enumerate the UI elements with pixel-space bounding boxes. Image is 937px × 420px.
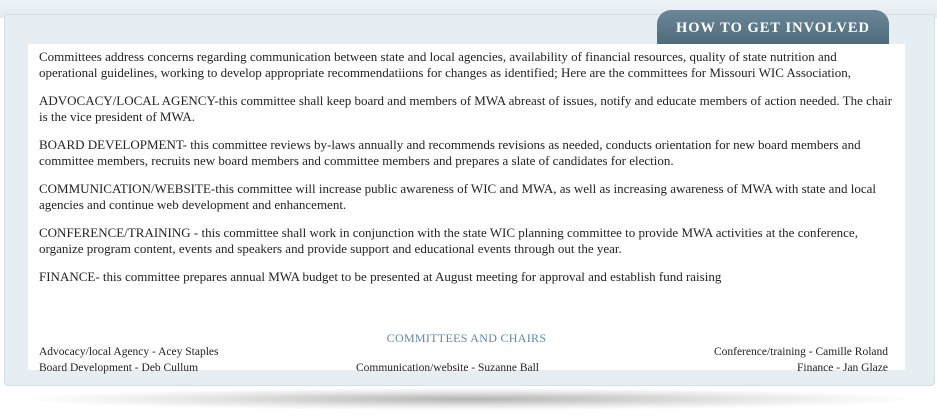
- chair-finance: Finance - Jan Glaze: [796, 362, 888, 374]
- committee-descriptions: [39, 49, 894, 297]
- committee-conference: CONFERENCE/TRAINING - this committee shall work in conjunction with the state WIC planning committee to provide MWA activities at the conference, organize program content, events and speakers and provide support and educational events through out the year.: [39, 225, 858, 256]
- committee-advocacy: ADVOCACY/LOCAL AGENCY-this committee shall keep board and members of MWA abreast of issues, notify and educate members of action needed. The chair is the vice president of MWA.: [39, 93, 893, 124]
- chair-communication: Communication/website - Suzanne Ball: [356, 362, 540, 374]
- committee-board-development: BOARD DEVELOPMENT- this committee reviews by-laws annually and recommends revisions as needed, conducts orientation for new board members and committee members, recruits new board members and committee members and prepares a slate of candidates for election.: [39, 137, 861, 168]
- committee-communication: COMMUNICATION/WEBSITE-this committee will increase public awareness of WIC and MWA, as well as increasing awareness of MWA with state and local agencies and continue web development and enhancement.: [39, 181, 876, 212]
- chair-advocacy: Advocacy/local Agency - Acey Staples: [39, 346, 219, 358]
- chair-board-development: Board Development - Deb Cullum: [39, 362, 199, 374]
- intro-paragraph: Committees address concerns regarding communication between state and local agencies, availability of financial resources, quality of state nutrition and operational guidelines, working to develop appropriate recommendatiions for changes as identified; Here are the committees for Missouri WIC Association,: [39, 49, 852, 80]
- content-area: [28, 44, 905, 374]
- how-to-get-involved-tab[interactable]: HOW TO GET INVOLVED: [657, 10, 889, 46]
- chair-conference: Conference/training - Camille Roland: [713, 346, 888, 358]
- panel-shadow: [30, 388, 910, 410]
- committee-finance: FINANCE- this committee prepares annual MWA budget to be presented at August meeting for approval and establish fund raising: [39, 269, 722, 284]
- committees-and-chairs-heading: COMMITTEES AND CHAIRS: [386, 331, 547, 345]
